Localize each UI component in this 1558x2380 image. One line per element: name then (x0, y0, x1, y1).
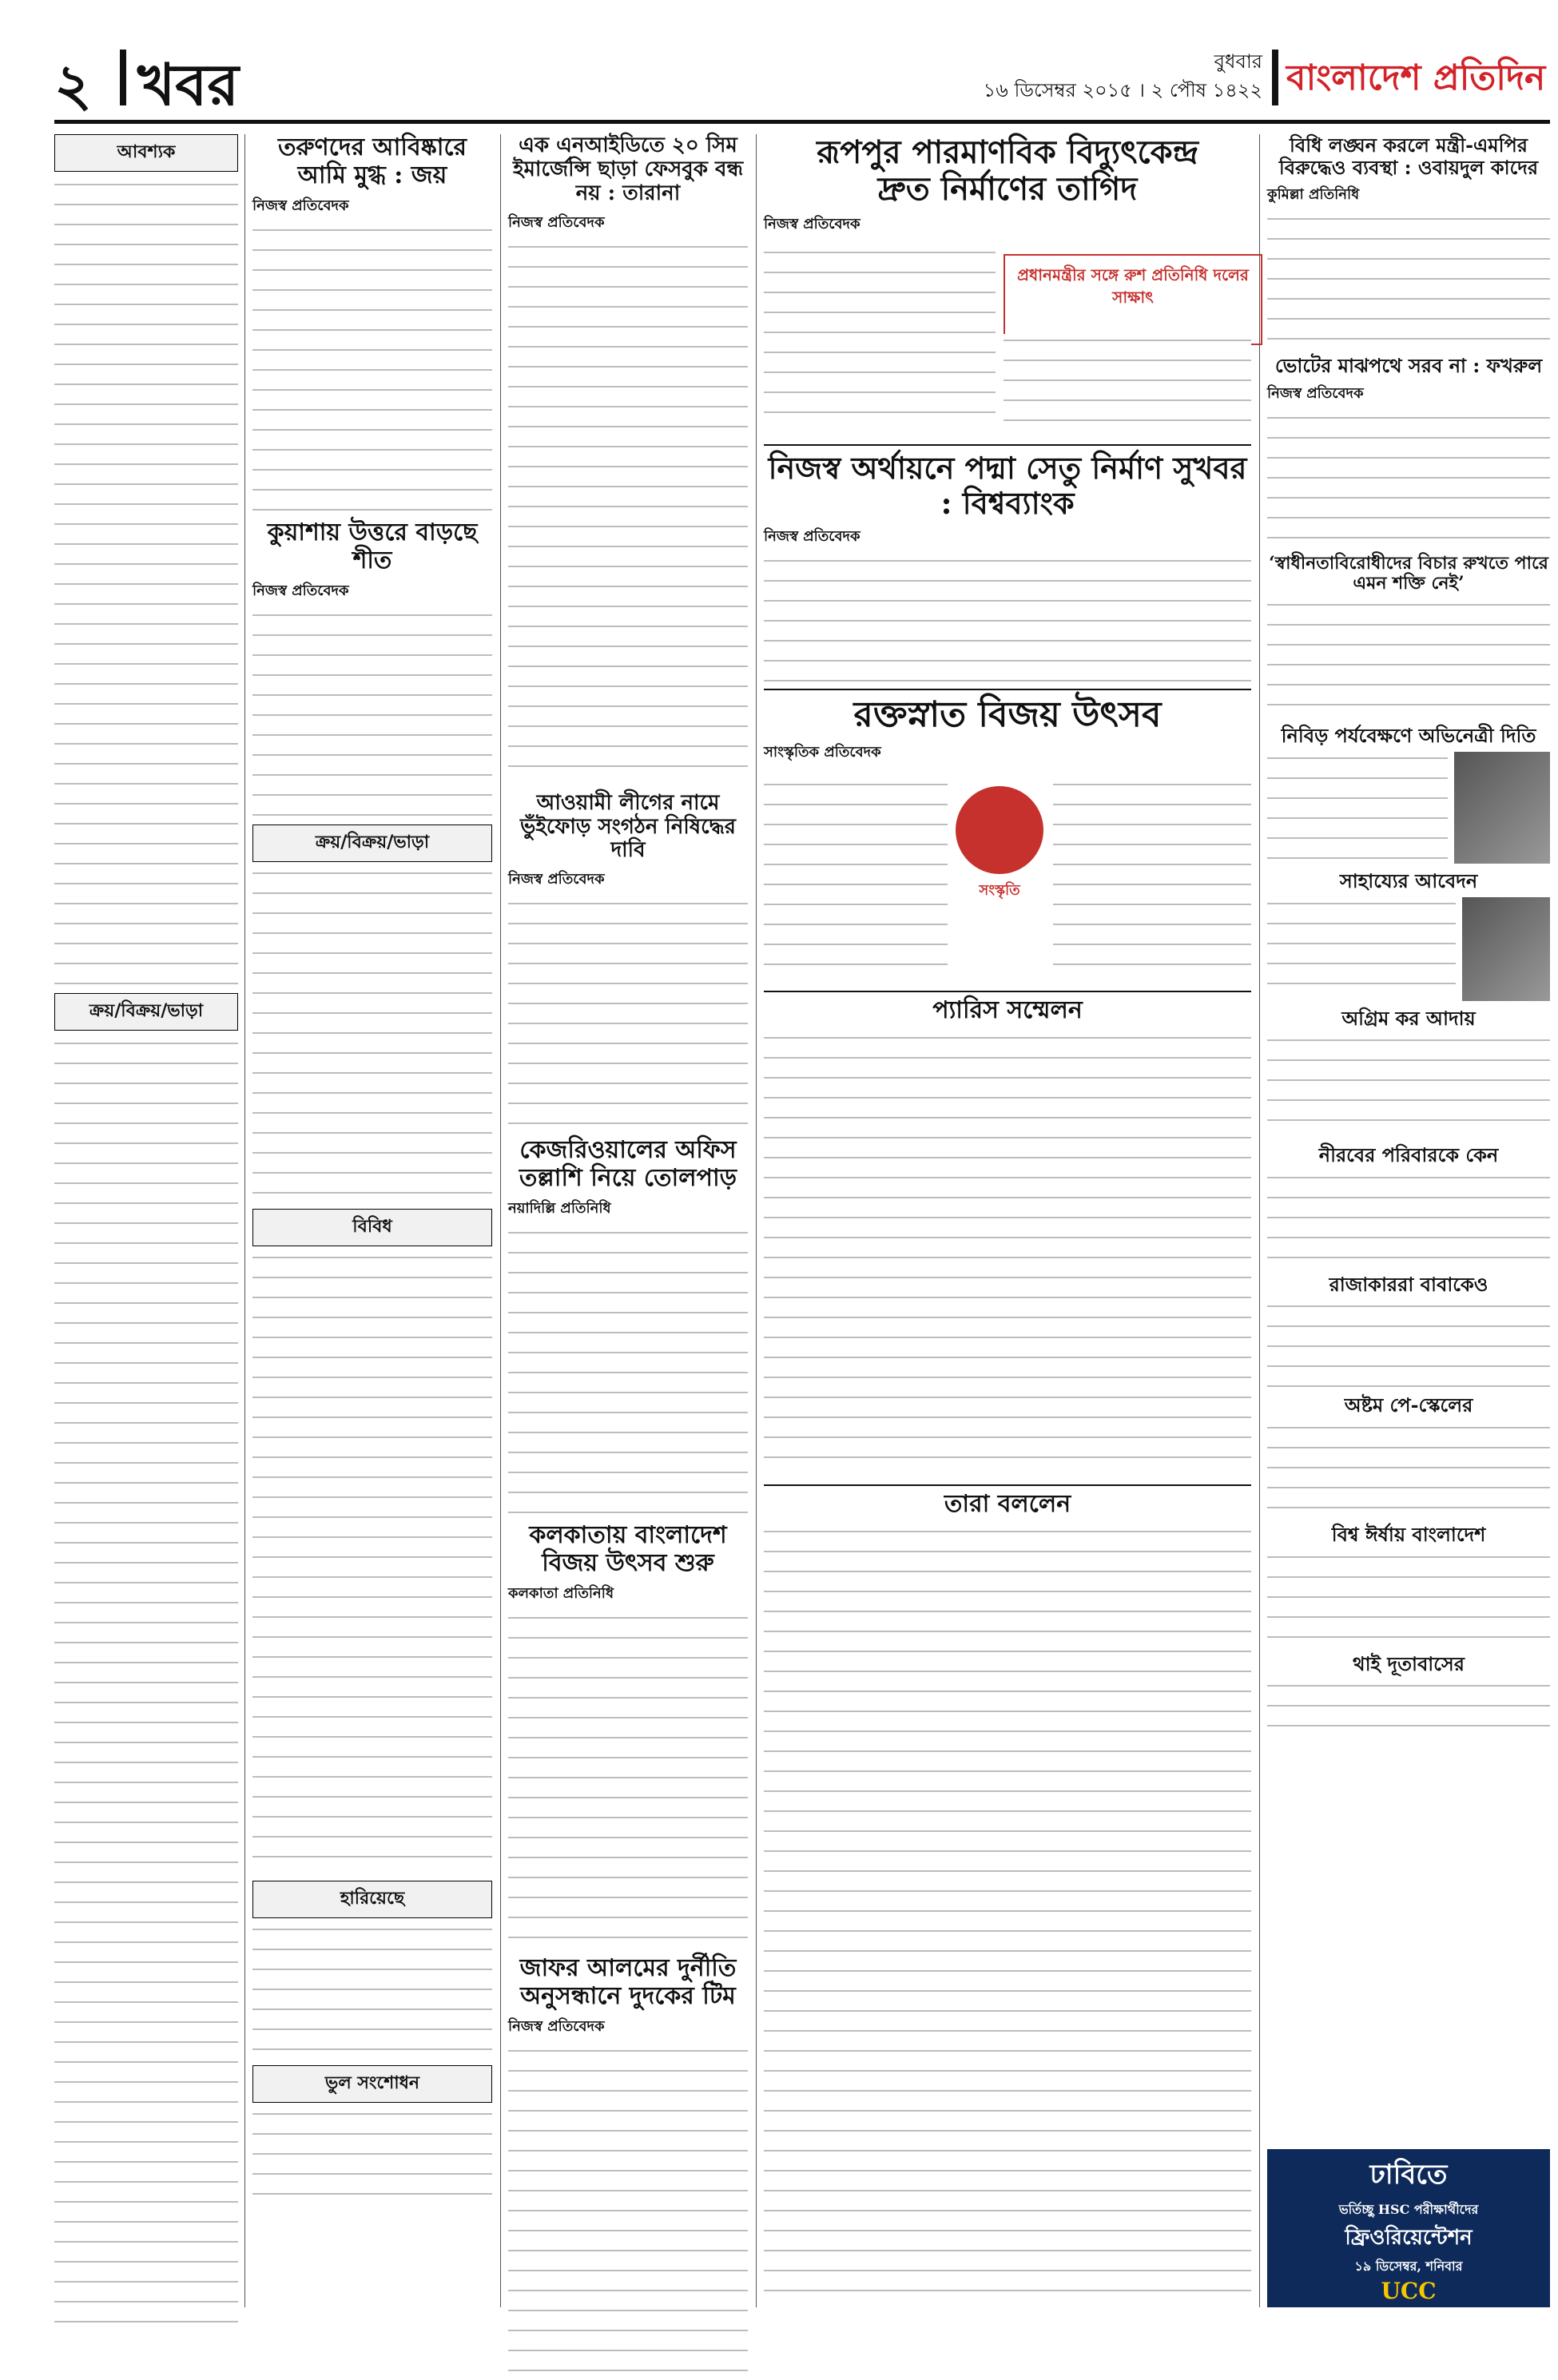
story-byline: নিজস্ব প্রতিবেদক (508, 871, 605, 888)
section-title: খবর (137, 50, 239, 118)
story-body (764, 554, 1251, 690)
paris-title: প্যারিস সম্মেলন (932, 996, 1083, 1024)
column-rule (244, 134, 245, 2307)
story-body (1053, 778, 1251, 978)
column-rule (1259, 134, 1260, 2307)
story-byline: নিজস্ব প্রতিবেদক (764, 216, 860, 232)
lead-title-line1: রূপপুর পারমাণবিক বিদ্যুৎকেন্দ্র (817, 133, 1198, 171)
ad-offer: অদল বদল অফার (1363, 2306, 1454, 2322)
padma-story (764, 444, 1251, 684)
story-nirob-title: নীরবের পরিবারকে কেন (1318, 1143, 1499, 1167)
column-six (1267, 134, 1550, 2307)
story-body (1004, 334, 1251, 430)
story-body (508, 897, 748, 1129)
story-tax-title: অগ্রিম কর আদায় (1341, 1006, 1476, 1030)
story-byline: নিজস্ব প্রতিবেদক (508, 213, 605, 231)
lead-title-line2: দ্রুত নির্মাণের তাগিদ (877, 170, 1138, 208)
story-rules-title: বিধি লঙ্ঘন করলে মন্ত্রী-এমপির বিরুদ্ধেও ব্যবস্থা : ওবায়দুল কাদের (1278, 133, 1539, 179)
story-body (1267, 213, 1550, 348)
classified-heading-buysell: ক্রয়/বিক্রয়/ভাড়া (252, 824, 492, 862)
story-byline: নিজস্ব প্রতিবেদক (1267, 384, 1364, 402)
story-jafar-title: জাফর আলমের দুর্নীতি অনুসন্ধানে দুদকের টিম (519, 1954, 737, 2010)
story-body (1267, 1679, 1550, 1727)
classified-text-block (252, 867, 492, 1202)
story-body (508, 240, 748, 784)
story-byline: নিজস্ব প্রতিবেদক (508, 2018, 605, 2036)
column-three (508, 134, 748, 2307)
story-body (252, 224, 492, 511)
classified-heading-buysell: ক্রয়/বিক্রয়/ভাড়া (54, 993, 238, 1031)
culture-logo (956, 786, 1043, 874)
story-body (1267, 411, 1550, 547)
story-tarana-title: এক এনআইডিতে ২০ সিম ইমার্জেন্সি ছাড়া ফেসবুক বন্ধ নয় : তারানা (512, 133, 744, 205)
story-envy-title: বিশ্ব ঈর্ষায় বাংলাদেশ (1331, 1522, 1486, 1546)
story-fog-title: কুয়াশায় উত্তরে বাড়ছে শীত (267, 519, 478, 574)
tara-title: তারা বললেন (944, 1490, 1071, 1518)
classified-heading-lost: হারিয়েছে (252, 1881, 492, 1918)
story-byline: নিজস্ব প্রতিবেদক (764, 528, 860, 546)
column-rule (756, 134, 757, 2307)
ucc-ad (1267, 2149, 1550, 2322)
paris-story (764, 991, 1251, 1478)
actress-photo (1454, 752, 1550, 864)
story-byline: নিজস্ব প্রতিবেদক (252, 197, 349, 214)
story-body (508, 1611, 748, 1947)
tara-story (764, 1484, 1251, 2307)
story-body (1267, 1551, 1550, 1647)
story-kolkata-title: কলকাতায় বাংলাদেশ বিজয় উৎসব শুরু (529, 1521, 727, 1577)
brand-divider (1272, 50, 1278, 105)
story-trial-title: ‘স্বাধীনতাবিরোধীদের বিচার রুখতে পারে এমন শক্তি নেই’ (1269, 552, 1548, 594)
story-body (1267, 1300, 1550, 1388)
story-body (1267, 897, 1456, 1001)
ad-title: ফ্রিওরিয়েন্টেশন (1345, 2226, 1473, 2250)
culture-logo-label: সংস্কৃতি (979, 882, 1020, 899)
story-body (764, 1525, 1251, 2292)
story-awami-title: আওয়ামী লীগের নামে ভুঁইফোড় সংগঠন নিষিদ্ধের দাবি (520, 790, 736, 863)
story-fakhrul-title: ভোটের মাঝপথে সরব না : ফখরুল (1274, 354, 1543, 378)
story-body (764, 1031, 1251, 1463)
story-body (1267, 598, 1550, 718)
page-number: ২ (54, 50, 92, 118)
classified-heading-correction: ভুল সংশোধন (252, 2065, 492, 2103)
ad-date: ১৯ ডিসেম্বর, শনিবার (1354, 2259, 1463, 2274)
ad-subtitle: ভর্তিচ্ছু HSC পরীক্ষার্থীদের (1338, 2202, 1479, 2217)
ad-org: UCC (1381, 2278, 1437, 2304)
story-body (252, 609, 492, 817)
story-appeal-title: সাহায্যের আবেদন (1339, 868, 1478, 892)
story-body (1267, 1421, 1550, 1517)
story-byline: কুমিল্লা প্রতিনিধি (1267, 186, 1360, 204)
brand-logo: বাংলাদেশ প্রতিদিন (1286, 58, 1546, 98)
classified-heading-wanted: আবশ্যক (54, 134, 238, 172)
story-body (508, 2044, 748, 2380)
issue-day: বুধবার (1214, 50, 1262, 73)
story-diti-title: নিবিড় পর্যবেক্ষণে অভিনেত্রী দিতি (1281, 724, 1536, 748)
story-body (764, 246, 996, 430)
patient-photo (1462, 897, 1550, 1001)
lead-subhead-box: প্রধানমন্ত্রীর সঙ্গে রুশ প্রতিনিধি দলের সাক্ষাৎ (1004, 254, 1262, 345)
story-body (1267, 1034, 1550, 1138)
story-body (1267, 752, 1448, 864)
classified-text-block (252, 2108, 492, 2203)
story-payscale-title: অষ্টম পে-স্কেলের (1344, 1393, 1473, 1417)
bijoy-title: রক্তস্নাত বিজয় উৎসব (853, 694, 1162, 735)
story-body (1267, 1171, 1550, 1267)
masthead-rule (54, 120, 1550, 124)
story-jay-title: তরুণদের আবিষ্কারে আমি মুগ্ধ : জয় (277, 133, 467, 189)
story-body (508, 1226, 748, 1514)
classified-heading-misc: বিবিধ (252, 1209, 492, 1246)
classified-text-block (54, 178, 238, 985)
story-byline: নিজস্ব প্রতিবেদক (252, 582, 349, 599)
story-body (764, 778, 948, 978)
masthead-divider (120, 50, 126, 105)
story-byline: নয়াদিল্লি প্রতিনিধি (508, 1200, 611, 1218)
story-thai-title: থাই দূতাবাসের (1353, 1651, 1465, 1675)
column-two (252, 134, 492, 2307)
lead-story (764, 134, 1251, 438)
column-rule (500, 134, 501, 2307)
issue-date: ১৬ ডিসেম্বর ২০১৫ । ২ পৌষ ১৪২২ (983, 79, 1262, 101)
padma-title: নিজস্ব অর্থায়নে পদ্মা সেতু নির্মাণ সুখবর : বিশ্বব্যাংক (768, 450, 1247, 521)
classified-text-block (252, 1251, 492, 1874)
classifieds-column (54, 134, 238, 2307)
story-kejriwal-title: কেজরিওয়ালের অফিস তল্লাশি নিয়ে তোলপাড় (519, 1136, 737, 1192)
story-byline: সাংস্কৃতিক প্রতিবেদক (764, 743, 881, 761)
story-byline: কলকাতা প্রতিনিধি (508, 1585, 614, 1603)
bijoy-story (764, 689, 1251, 984)
classified-text-block (252, 1923, 492, 2059)
story-razakar-title: রাজাকাররা বাবাকেও (1329, 1272, 1488, 1296)
ad-logo: ঢাবিতে (1369, 2159, 1448, 2191)
classified-text-block (54, 1037, 238, 2331)
